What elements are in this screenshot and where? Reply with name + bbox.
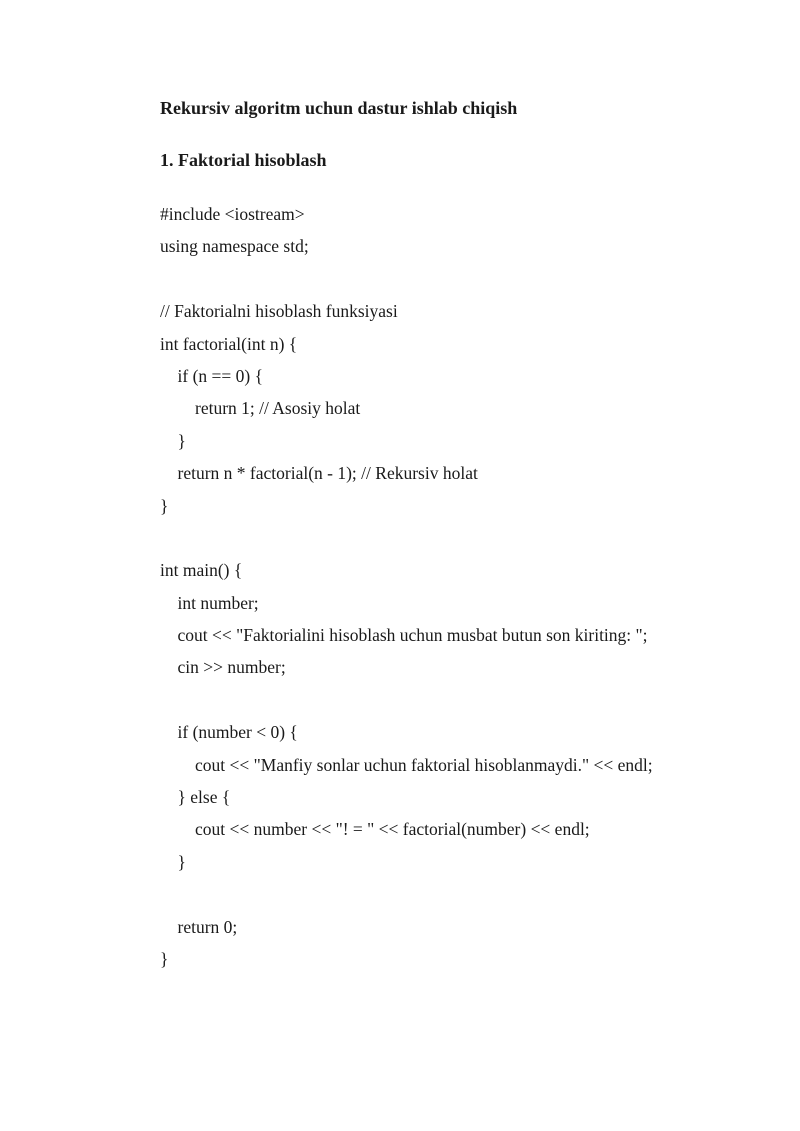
- code-line: int factorial(int n) {: [160, 333, 298, 354]
- code-line: using namespace std;: [160, 236, 309, 257]
- code-line: cout << number << "! = " << factorial(number) << endl;: [160, 819, 590, 840]
- code-line: } else {: [160, 787, 231, 808]
- code-line: [160, 522, 760, 554]
- code-line: }: [160, 430, 186, 451]
- section-title: 1. Faktorial hisoblash: [160, 150, 327, 170]
- code-line: // Faktorialni hisoblash funksiyasi: [160, 301, 398, 322]
- code-line: [160, 684, 760, 716]
- code-line: if (number < 0) {: [160, 722, 298, 743]
- code-line: cin >> number;: [160, 657, 286, 678]
- code-line: }: [160, 495, 169, 516]
- code-line: return n * factorial(n - 1); // Rekursiv holat: [160, 463, 478, 484]
- code-line: #include <iostream>: [160, 204, 305, 224]
- code-line: cout << "Manfiy sonlar uchun faktorial hisoblanmaydi." << endl;: [160, 754, 653, 775]
- code-line: [160, 263, 760, 295]
- document-title: Rekursiv algoritm uchun dastur ishlab chiqish: [160, 98, 518, 118]
- code-line: [160, 878, 760, 910]
- code-line: }: [160, 851, 186, 872]
- code-line: return 1; // Asosiy holat: [160, 398, 361, 419]
- code-block: [160, 198, 760, 975]
- code-line: cout << "Faktorialini hisoblash uchun musbat butun son kiriting: ";: [160, 625, 648, 646]
- code-line: }: [160, 948, 169, 969]
- code-line: if (n == 0) {: [160, 365, 263, 386]
- code-line: int main() {: [160, 560, 243, 581]
- code-line: return 0;: [160, 916, 238, 937]
- code-line: int number;: [160, 592, 259, 613]
